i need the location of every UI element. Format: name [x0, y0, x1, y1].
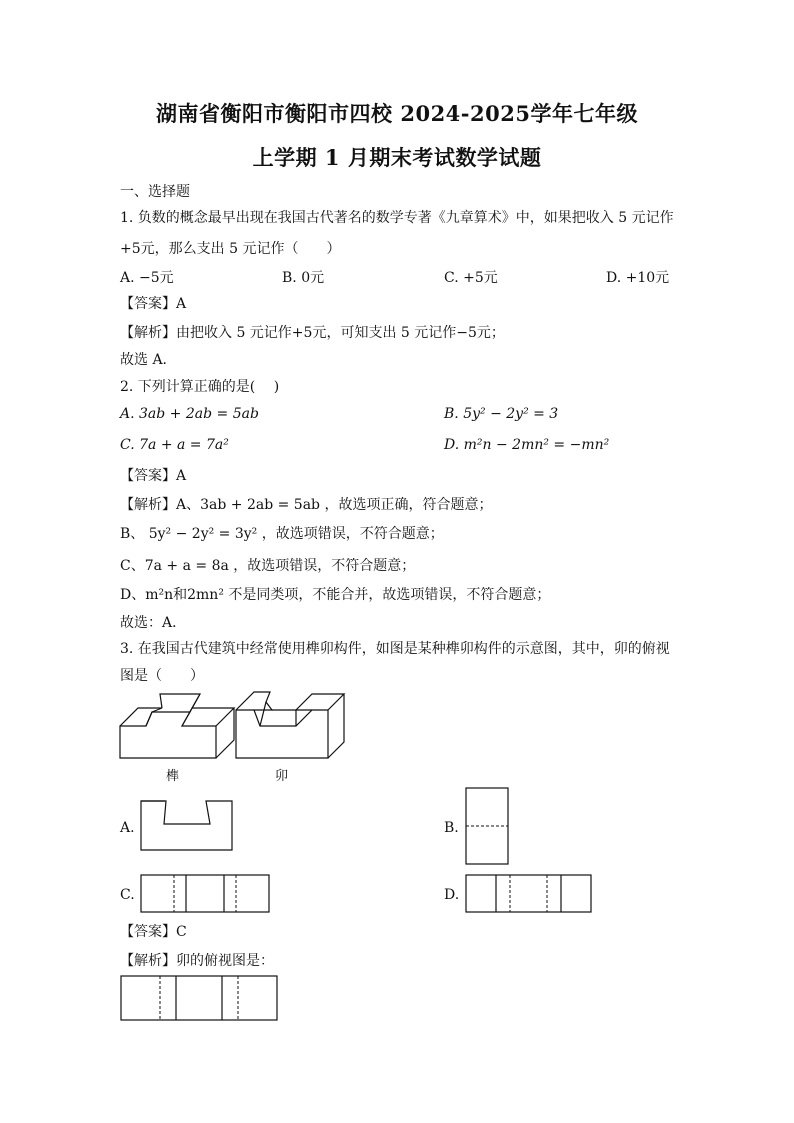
q1-conclusion: 故选 A． [120, 352, 177, 368]
q2-stem: 2. 下列计算正确的是( ) [120, 379, 280, 395]
exam-title-line-1: 湖南省衡阳市衡阳市四校 2024-2025学年七年级 [156, 101, 638, 126]
q1-option-b: B. 0元 [282, 270, 325, 286]
q1-stem-line-1: 1. 负数的概念最早出现在我国古代著名的数学专著《九章算术》中，如果把收入 5 元记作 [120, 210, 674, 226]
mortise-label: 卯 [275, 769, 289, 784]
q1-option-d: D. +10元 [606, 270, 670, 286]
q3-option-c-figure [140, 874, 271, 914]
q1-stem-line-2: +5元，那么支出 5 元记作（ ） [120, 241, 341, 257]
q2-analysis-d: D、m²n和2mn² 不是同类项，不能合并，故选项错误，不符合题意； [120, 587, 551, 603]
q2-analysis-c: C、7a + a = 8a ，故选项错误，不符合题意； [120, 558, 416, 574]
q3-option-a-label: A. [120, 820, 135, 836]
q2-conclusion: 故选：A． [120, 615, 187, 631]
q2-option-d: D. m²n − 2mn² = −mn² [444, 437, 610, 453]
q2-option-a: A. 3ab + 2ab = 5ab [120, 406, 259, 422]
q3-option-b-figure [465, 787, 509, 865]
q2-analysis-a: 【解析】A、3ab + 2ab = 5ab ，故选项正确，符合题意； [120, 497, 493, 513]
tenon-label: 榫 [166, 769, 180, 784]
q3-option-d-label: D. [444, 887, 460, 903]
mortise-figure [234, 690, 346, 762]
section-heading: 一、选择题 [120, 184, 190, 200]
q3-stem-line-2: 图是（ ） [120, 668, 204, 684]
q3-stem-line-1: 3. 在我国古代建筑中经常使用榫卯构件，如图是某种榫卯构件的示意图，其中，卯的俯视 [120, 641, 670, 657]
q3-option-b-label: B. [444, 820, 459, 836]
q1-analysis: 【解析】由把收入 5 元记作+5元，可知支出 5 元记作−5元； [120, 325, 505, 341]
q3-analysis-figure [120, 975, 280, 1023]
q2-answer: 【答案】A [120, 468, 187, 484]
q3-analysis: 【解析】卯的俯视图是： [120, 953, 274, 969]
q3-answer: 【答案】C [120, 924, 187, 940]
q2-option-b: B. 5y² − 2y² = 3 [444, 406, 559, 422]
q3-option-d-figure [465, 874, 593, 914]
q1-answer: 【答案】A [120, 296, 187, 312]
q2-analysis-b: B、 5y² − 2y² = 3y² ，故选项错误，不符合题意； [120, 526, 444, 542]
q3-option-c-label: C. [120, 887, 135, 903]
tenon-figure [118, 690, 238, 762]
q3-option-a-figure [140, 800, 234, 852]
exam-title-line-2: 上学期 1 月期末考试数学试题 [252, 145, 542, 170]
q2-option-c: C. 7a + a = 7a² [120, 437, 229, 453]
q1-option-a: A. −5元 [120, 270, 174, 286]
q1-option-c: C. +5元 [444, 270, 498, 286]
